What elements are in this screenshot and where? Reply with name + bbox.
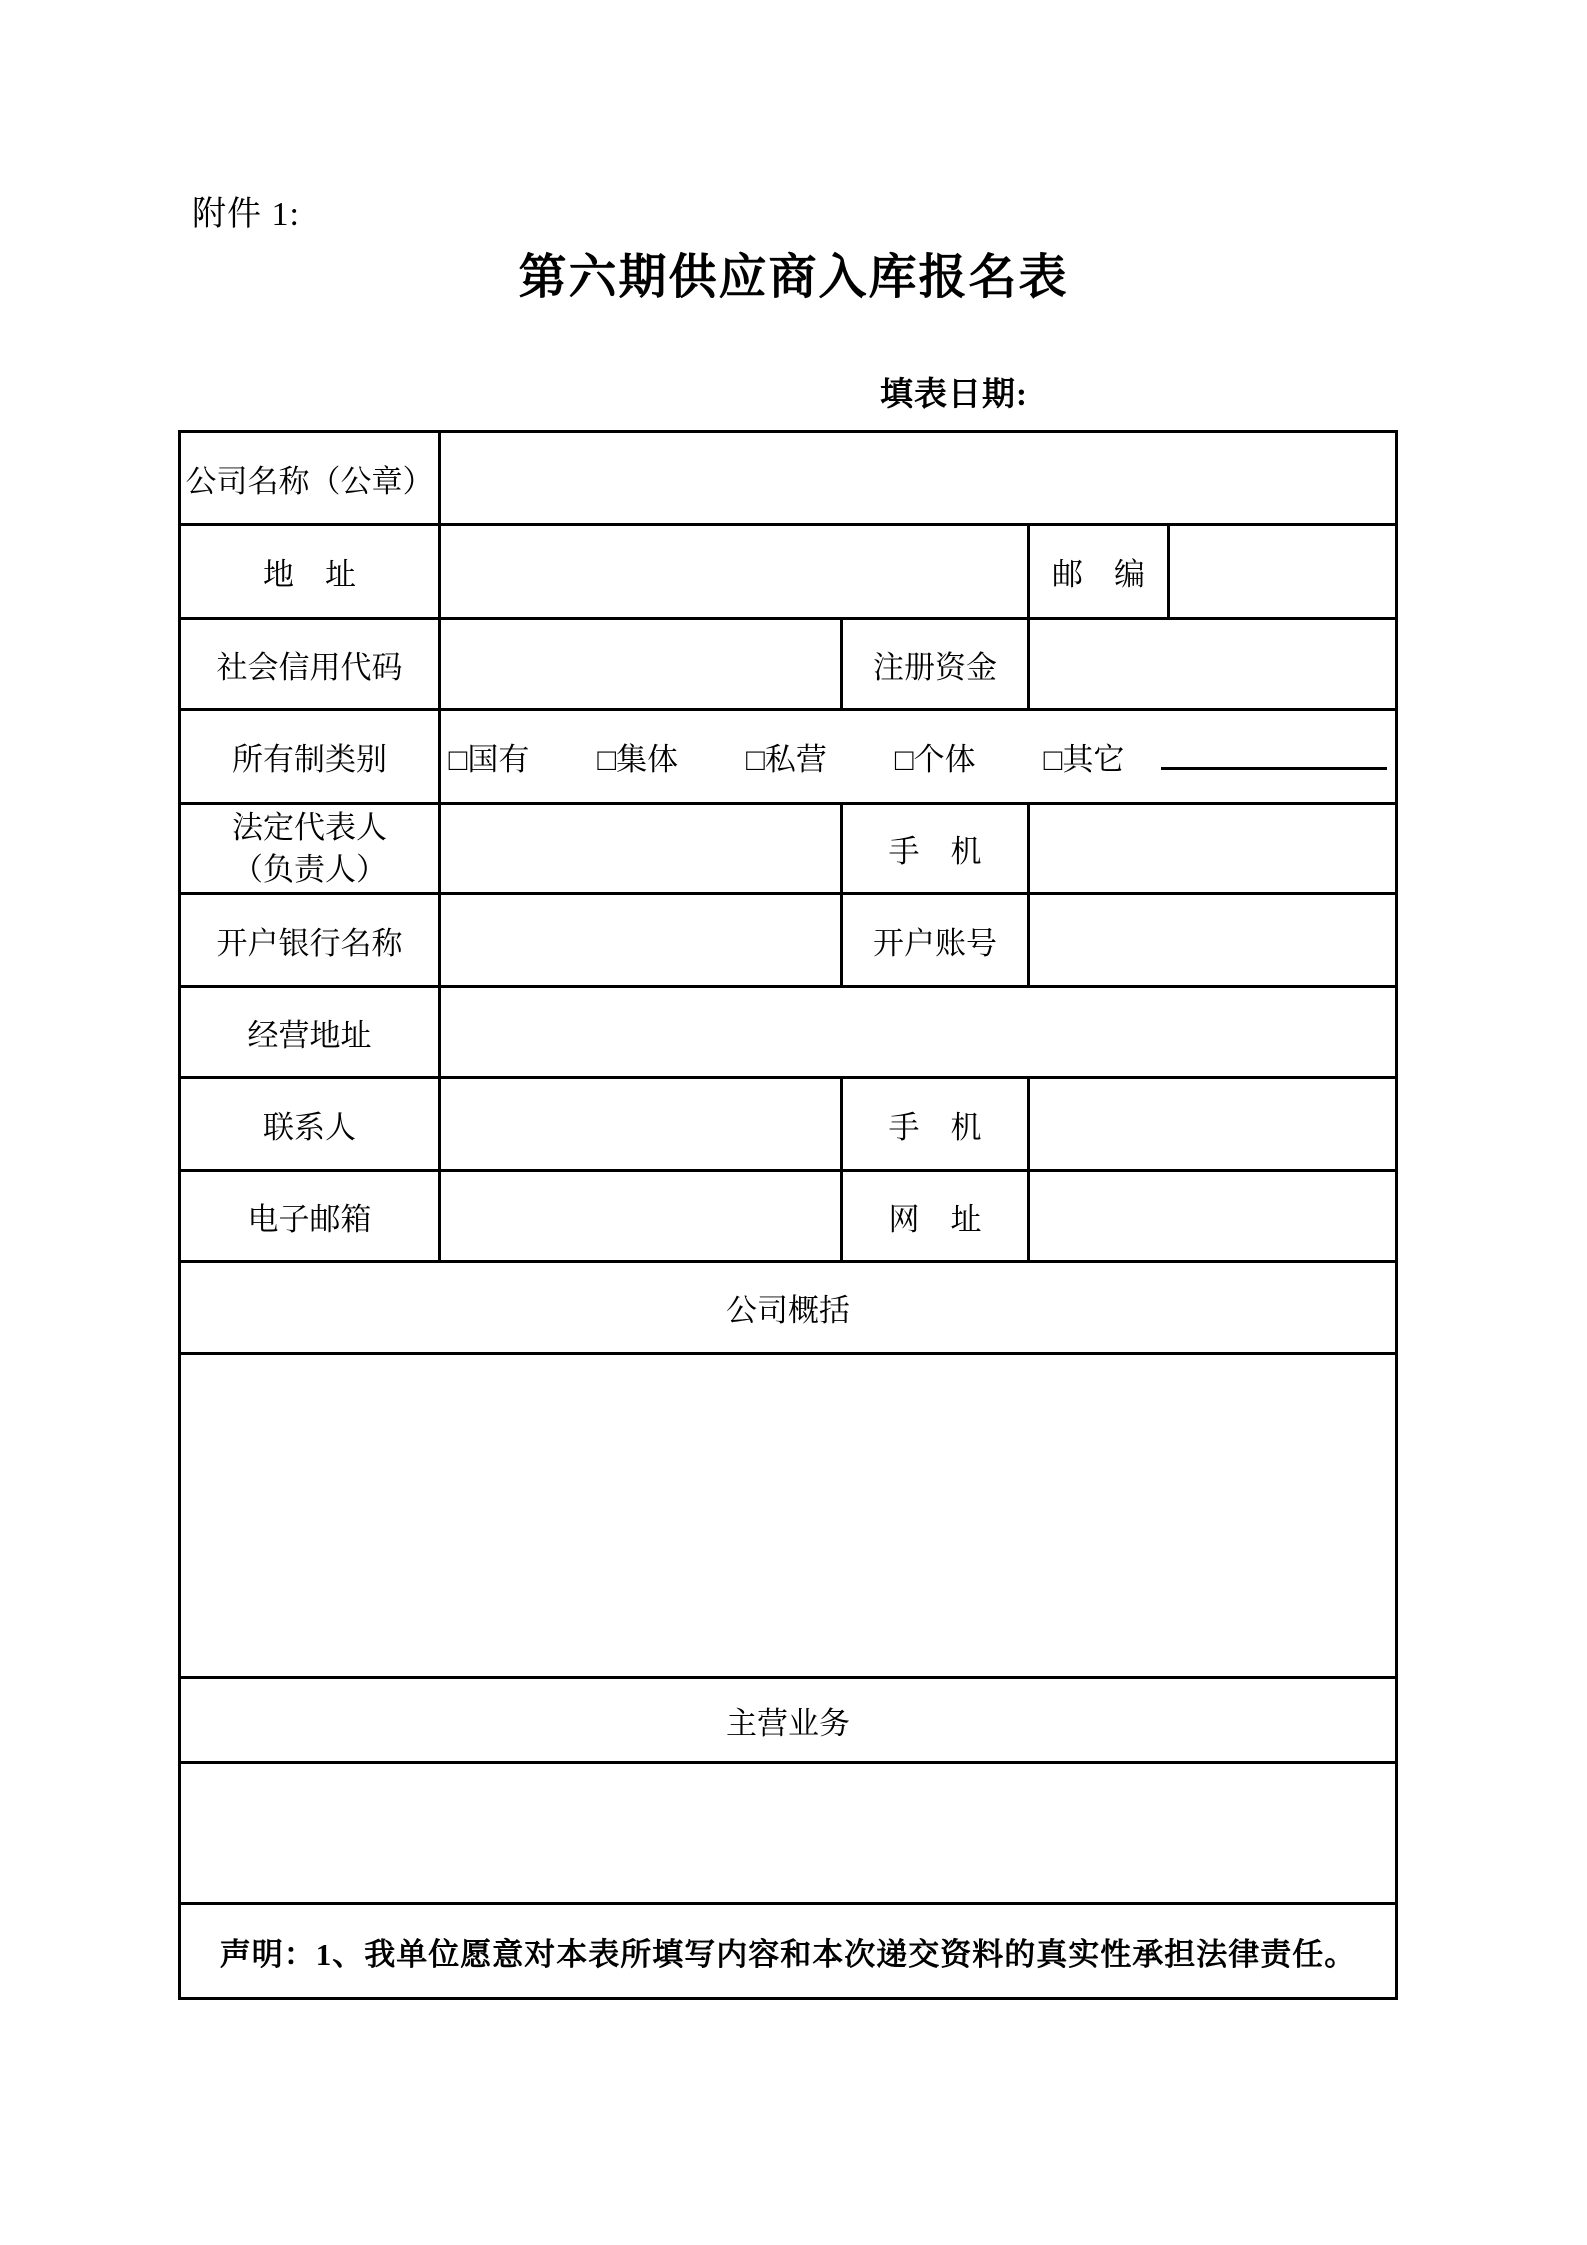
row-ownership [180, 710, 1397, 804]
row-contact [180, 1078, 1397, 1171]
contact-mobile-value-cell[interactable] [1029, 1078, 1397, 1171]
bank-name-value-cell[interactable] [440, 894, 842, 987]
row-credit-code [180, 619, 1397, 710]
address-label-cell: 地 址 [180, 525, 440, 619]
business-address-value-cell[interactable] [440, 987, 1397, 1078]
company-name-value-cell[interactable] [440, 432, 1397, 525]
main-business-header-cell: 主营业务 [180, 1678, 1397, 1763]
bank-name-label-cell: 开户银行名称 [180, 894, 440, 987]
row-company-name [180, 432, 1397, 525]
contact-label-cell: 联系人 [180, 1078, 440, 1171]
checkbox-individual[interactable]: □个体 [894, 742, 976, 777]
fill-date-label: 填表日期: [880, 377, 1028, 413]
row-business-blank [180, 1763, 1397, 1904]
credit-code-value-cell[interactable] [440, 619, 842, 710]
legal-rep-value-cell[interactable] [440, 804, 842, 894]
bank-account-value-cell[interactable] [1029, 894, 1397, 987]
form-title: 第六期供应商入库报名表 [518, 251, 1069, 304]
checkbox-other[interactable]: □其它 [1043, 742, 1125, 777]
bank-account-label-cell: 开户账号 [842, 894, 1029, 987]
contact-value-cell[interactable] [440, 1078, 842, 1171]
legal-rep-label-line2: （负责人） [232, 851, 387, 887]
row-profile-header [180, 1262, 1397, 1354]
address-value-cell[interactable] [440, 525, 1029, 619]
company-profile-value-cell[interactable] [180, 1354, 1397, 1678]
contact-mobile-label-cell: 手 机 [842, 1078, 1029, 1171]
checkbox-private[interactable]: □私营 [746, 742, 827, 777]
postal-code-value-cell[interactable] [1169, 525, 1397, 619]
row-business-address [180, 987, 1397, 1078]
email-value-cell[interactable] [440, 1171, 842, 1262]
declaration-text-cell: 声明：1、我单位愿意对本表所填写内容和本次递交资料的真实性承担法律责任。 [180, 1904, 1397, 1999]
other-fill-in-line[interactable] [1161, 736, 1387, 770]
legal-rep-mobile-label-cell: 手 机 [842, 804, 1029, 894]
registered-capital-value-cell[interactable] [1029, 619, 1397, 710]
ownership-label-cell: 所有制类别 [180, 710, 440, 804]
registered-capital-label-cell: 注册资金 [842, 619, 1029, 710]
legal-rep-label-cell [180, 804, 440, 894]
business-address-label-cell: 经营地址 [180, 987, 440, 1078]
row-business-header [180, 1678, 1397, 1763]
postal-code-label-cell: 邮 编 [1029, 525, 1169, 619]
legal-rep-label-line1: 法定代表人 [232, 809, 387, 845]
checkbox-collective[interactable]: □集体 [597, 742, 679, 777]
row-address [180, 525, 1397, 619]
company-name-label-cell: 公司名称（公章） [180, 432, 440, 525]
row-profile-blank [180, 1354, 1397, 1678]
website-label-cell: 网 址 [842, 1171, 1029, 1262]
registration-form-table [178, 430, 1398, 2000]
attachment-label: 附件 1: [192, 196, 300, 233]
legal-rep-mobile-value-cell[interactable] [1029, 804, 1397, 894]
company-profile-header-cell: 公司概括 [180, 1262, 1397, 1354]
row-email [180, 1171, 1397, 1262]
row-declaration [180, 1904, 1397, 1999]
website-value-cell[interactable] [1029, 1171, 1397, 1262]
row-legal-rep [180, 804, 1397, 894]
email-label-cell: 电子邮箱 [180, 1171, 440, 1262]
checkbox-state-owned[interactable]: □国有 [448, 742, 530, 777]
ownership-options-cell [440, 710, 1397, 804]
credit-code-label-cell: 社会信用代码 [180, 619, 440, 710]
row-bank [180, 894, 1397, 987]
main-business-value-cell[interactable] [180, 1763, 1397, 1904]
